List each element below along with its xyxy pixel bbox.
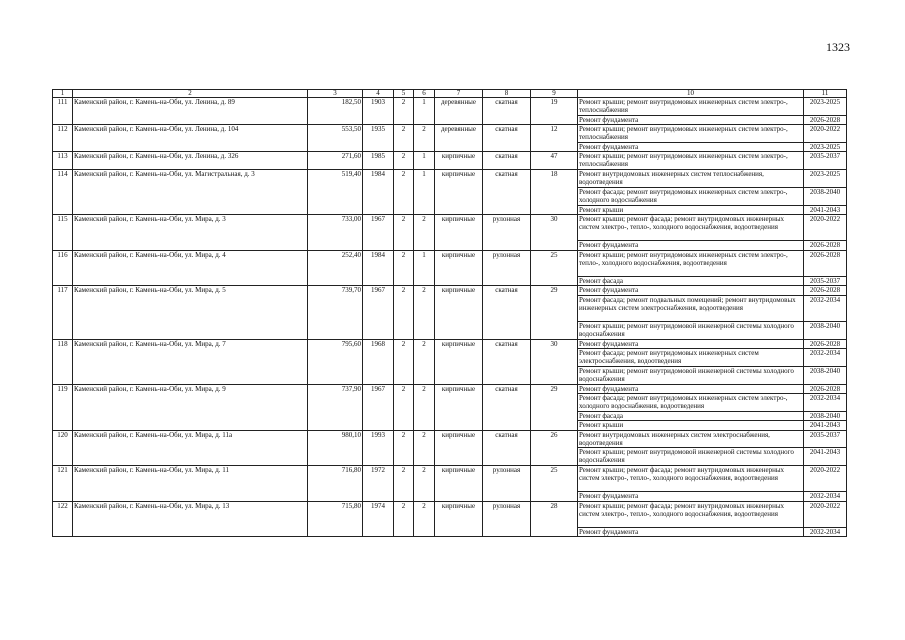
column-header: 5: [394, 90, 414, 98]
table-row: [53, 250, 847, 276]
repair-work-description: Ремонт крыши; ремонт внутридомовой инженерной системы холодного водоснабжения: [578, 366, 804, 384]
apartment-count: 28: [531, 501, 578, 537]
repair-work-description: Ремонт фундамента: [578, 115, 804, 124]
building-area: 739,70: [308, 286, 363, 339]
repair-period: 2023-2025: [804, 170, 847, 188]
building-year: 1972: [363, 466, 394, 502]
apartment-count: 26: [531, 430, 578, 466]
building-number: 111: [53, 98, 73, 125]
building-address: Каменский район, г. Камень-на-Оби, ул. Магистральная, д. 3: [73, 170, 308, 215]
building-entrances: 1: [414, 250, 435, 286]
repair-period: 2038-2040: [804, 187, 847, 205]
table-row: [53, 215, 847, 241]
table-row: [53, 384, 847, 393]
building-year: 1985: [363, 152, 394, 170]
building-area: 715,80: [308, 501, 363, 537]
repair-period: 2026-2028: [804, 115, 847, 124]
wall-material: кирпичные: [435, 430, 483, 466]
apartment-count: 30: [531, 215, 578, 251]
building-area: 716,80: [308, 466, 363, 502]
building-floors: 2: [394, 170, 414, 215]
repair-work-description: Ремонт фундамента: [578, 492, 804, 501]
repair-work-description: Ремонт крыши; ремонт внутридомовых инженерных систем электро-, теплоснабжения: [578, 98, 804, 116]
roof-type: рулонная: [483, 501, 531, 537]
repair-work-description: Ремонт фундамента: [578, 142, 804, 151]
building-address: Каменский район, г. Камень-на-Оби, ул. Ленина, д. 326: [73, 152, 308, 170]
table-row: [53, 339, 847, 348]
repair-work-description: Ремонт крыши; ремонт внутридомовой инженерной системы холодного водоснабжения: [578, 448, 804, 466]
apartment-count: 29: [531, 384, 578, 430]
wall-material: кирпичные: [435, 339, 483, 384]
repair-work-description: Ремонт внутридомовых инженерных систем электроснабжения, водоотведения: [578, 430, 804, 448]
building-floors: 2: [394, 286, 414, 339]
wall-material: кирпичные: [435, 286, 483, 339]
roof-type: скатная: [483, 152, 531, 170]
building-entrances: 1: [414, 98, 435, 125]
building-area: 795,60: [308, 339, 363, 384]
repair-period: 2026-2028: [804, 384, 847, 393]
repair-period: 2023-2025: [804, 142, 847, 151]
roof-type: рулонная: [483, 215, 531, 251]
building-number: 115: [53, 215, 73, 251]
table-row: [53, 466, 847, 492]
building-entrances: 2: [414, 286, 435, 339]
building-address: Каменский район, г. Камень-на-Оби, ул. Мира, д. 11а: [73, 430, 308, 466]
repair-work-description: Ремонт крыши; ремонт внутридомовых инженерных систем электро-, тепло-, холодного водоснабжения, водоотведения: [578, 250, 804, 276]
wall-material: кирпичные: [435, 250, 483, 286]
repair-work-description: Ремонт фасада: [578, 276, 804, 285]
building-area: 519,40: [308, 170, 363, 215]
repair-work-description: Ремонт внутридомовых инженерных систем теплоснабжения, водоотведения: [578, 170, 804, 188]
building-floors: 2: [394, 430, 414, 466]
apartment-count: 29: [531, 286, 578, 339]
building-number: 122: [53, 501, 73, 537]
building-area: 733,00: [308, 215, 363, 251]
repair-period: 2035-2037: [804, 276, 847, 285]
apartment-count: 19: [531, 98, 578, 125]
building-number: 117: [53, 286, 73, 339]
apartment-count: 47: [531, 152, 578, 170]
building-year: 1984: [363, 170, 394, 215]
repair-period: 2041-2043: [804, 448, 847, 466]
building-year: 1967: [363, 286, 394, 339]
column-header: 4: [363, 90, 394, 98]
repair-period: 2035-2037: [804, 152, 847, 170]
repair-period: 2020-2022: [804, 215, 847, 241]
repair-period: 2032-2034: [804, 492, 847, 501]
repair-period: 2038-2040: [804, 366, 847, 384]
table-row: [53, 152, 847, 170]
repair-period: 2038-2040: [804, 411, 847, 420]
apartment-count: 30: [531, 339, 578, 384]
building-floors: 2: [394, 250, 414, 286]
column-header: 2: [73, 90, 308, 98]
table-row: [53, 125, 847, 143]
apartment-count: 25: [531, 250, 578, 286]
building-entrances: 2: [414, 125, 435, 152]
repair-period: 2026-2028: [804, 250, 847, 276]
wall-material: кирпичные: [435, 501, 483, 537]
page-number: 1323: [826, 40, 850, 54]
building-year: 1984: [363, 250, 394, 286]
repair-work-description: Ремонт фасада; ремонт внутридомовых инженерных систем электро-, холодного водоснабжения, водоотведения: [578, 394, 804, 412]
repair-work-description: Ремонт фасада; ремонт внутридомовых инженерных систем электро-, холодного водоснабжения: [578, 187, 804, 205]
apartment-count: 25: [531, 466, 578, 502]
repair-work-description: Ремонт крыши; ремонт фасада; ремонт внутридомовых инженерных систем электро-, тепло-, холодного водоснабжения, водоотведения: [578, 215, 804, 241]
repair-work-description: Ремонт крыши; ремонт внутридомовых инженерных систем электро-, теплоснабжения: [578, 125, 804, 143]
building-floors: 2: [394, 501, 414, 537]
building-floors: 2: [394, 98, 414, 125]
repair-period: 2032-2034: [804, 394, 847, 412]
building-number: 118: [53, 339, 73, 384]
building-year: 1968: [363, 339, 394, 384]
table-row: [53, 501, 847, 527]
building-area: 252,40: [308, 250, 363, 286]
column-header: 3: [308, 90, 363, 98]
repair-period: 2041-2043: [804, 421, 847, 430]
wall-material: кирпичные: [435, 152, 483, 170]
repair-period: 2023-2025: [804, 98, 847, 116]
repair-period: 2026-2028: [804, 241, 847, 250]
table-row: [53, 430, 847, 448]
wall-material: деревянные: [435, 98, 483, 125]
roof-type: рулонная: [483, 250, 531, 286]
roof-type: рулонная: [483, 466, 531, 502]
repair-work-description: Ремонт крыши; ремонт внутридомовых инженерных систем электро-, теплоснабжения: [578, 152, 804, 170]
building-address: Каменский район, г. Камень-на-Оби, ул. Мира, д. 4: [73, 250, 308, 286]
repair-work-description: Ремонт крыши; ремонт фасада; ремонт внутридомовых инженерных систем электро-, тепло-, холодного водоснабжения, водоотведения: [578, 501, 804, 527]
building-number: 112: [53, 125, 73, 152]
building-number: 114: [53, 170, 73, 215]
building-floors: 2: [394, 339, 414, 384]
repair-period: 2032-2034: [804, 528, 847, 537]
column-header: 11: [804, 90, 847, 98]
column-header: 10: [578, 90, 804, 98]
repair-work-description: Ремонт крыши; ремонт внутридомовой инженерной системы холодного водоснабжения: [578, 321, 804, 339]
building-floors: 2: [394, 125, 414, 152]
building-year: 1935: [363, 125, 394, 152]
building-address: Каменский район, г. Камень-на-Оби, ул. Ленина, д. 89: [73, 98, 308, 125]
table-row: [53, 286, 847, 295]
building-number: 119: [53, 384, 73, 430]
repair-register-table: [52, 89, 847, 537]
building-address: Каменский район, г. Камень-на-Оби, ул. Мира, д. 5: [73, 286, 308, 339]
repair-period: 2020-2022: [804, 466, 847, 492]
building-number: 113: [53, 152, 73, 170]
table-row: [53, 170, 847, 188]
apartment-count: 18: [531, 170, 578, 215]
repair-work-description: Ремонт крыши; ремонт фасада; ремонт внутридомовых инженерных систем электро-, тепло-, холодного водоснабжения, водоотведения: [578, 466, 804, 492]
building-address: Каменский район, г. Камень-на-Оби, ул. Мира, д. 7: [73, 339, 308, 384]
building-floors: 2: [394, 215, 414, 251]
column-header: 6: [414, 90, 435, 98]
wall-material: кирпичные: [435, 170, 483, 215]
building-entrances: 1: [414, 170, 435, 215]
repair-period: 2026-2028: [804, 339, 847, 348]
apartment-count: 12: [531, 125, 578, 152]
building-year: 1967: [363, 384, 394, 430]
roof-type: скатная: [483, 170, 531, 215]
wall-material: кирпичные: [435, 466, 483, 502]
repair-period: 2032-2034: [804, 349, 847, 367]
building-entrances: 2: [414, 430, 435, 466]
repair-work-description: Ремонт фундамента: [578, 528, 804, 537]
building-address: Каменский район, г. Камень-на-Оби, ул. Ленина, д. 104: [73, 125, 308, 152]
building-address: Каменский район, г. Камень-на-Оби, ул. Мира, д. 3: [73, 215, 308, 251]
register-body: [53, 90, 847, 537]
table-row: [53, 98, 847, 116]
building-year: 1967: [363, 215, 394, 251]
column-header: 1: [53, 90, 73, 98]
repair-work-description: Ремонт фасада: [578, 411, 804, 420]
building-year: 1974: [363, 501, 394, 537]
building-area: 737,90: [308, 384, 363, 430]
roof-type: скатная: [483, 339, 531, 384]
column-header: 8: [483, 90, 531, 98]
building-area: 980,10: [308, 430, 363, 466]
repair-period: 2020-2022: [804, 501, 847, 527]
repair-work-description: Ремонт фасада; ремонт подвальных помещений; ремонт внутридомовых инженерных систем электроснабжения, водоотведения: [578, 295, 804, 321]
building-number: 120: [53, 430, 73, 466]
building-entrances: 2: [414, 215, 435, 251]
repair-work-description: Ремонт крыши: [578, 205, 804, 214]
repair-period: 2041-2043: [804, 205, 847, 214]
repair-work-description: Ремонт крыши: [578, 421, 804, 430]
repair-period: 2020-2022: [804, 125, 847, 143]
wall-material: кирпичные: [435, 215, 483, 251]
building-number: 121: [53, 466, 73, 502]
column-header: 7: [435, 90, 483, 98]
building-area: 271,60: [308, 152, 363, 170]
building-entrances: 2: [414, 339, 435, 384]
repair-period: 2026-2028: [804, 286, 847, 295]
building-floors: 2: [394, 152, 414, 170]
wall-material: деревянные: [435, 125, 483, 152]
building-year: 1993: [363, 430, 394, 466]
building-number: 116: [53, 250, 73, 286]
repair-work-description: Ремонт фундамента: [578, 384, 804, 393]
roof-type: скатная: [483, 98, 531, 125]
building-floors: 2: [394, 466, 414, 502]
building-year: 1903: [363, 98, 394, 125]
roof-type: скатная: [483, 430, 531, 466]
repair-work-description: Ремонт фундамента: [578, 241, 804, 250]
building-entrances: 2: [414, 501, 435, 537]
roof-type: скатная: [483, 125, 531, 152]
wall-material: кирпичные: [435, 384, 483, 430]
building-floors: 2: [394, 384, 414, 430]
building-address: Каменский район, г. Камень-на-Оби, ул. Мира, д. 13: [73, 501, 308, 537]
repair-period: 2035-2037: [804, 430, 847, 448]
building-area: 182,50: [308, 98, 363, 125]
repair-work-description: Ремонт фундамента: [578, 286, 804, 295]
column-header: 9: [531, 90, 578, 98]
building-entrances: 2: [414, 466, 435, 502]
building-area: 553,50: [308, 125, 363, 152]
repair-period: 2038-2040: [804, 321, 847, 339]
repair-work-description: Ремонт фасада; ремонт внутридомовых инженерных систем электроснабжения, водоотведения: [578, 349, 804, 367]
building-entrances: 1: [414, 152, 435, 170]
building-address: Каменский район, г. Камень-на-Оби, ул. Мира, д. 9: [73, 384, 308, 430]
roof-type: скатная: [483, 286, 531, 339]
column-number-row: [53, 90, 847, 98]
repair-period: 2032-2034: [804, 295, 847, 321]
repair-work-description: Ремонт фундамента: [578, 339, 804, 348]
building-entrances: 2: [414, 384, 435, 430]
roof-type: скатная: [483, 384, 531, 430]
building-address: Каменский район, г. Камень-на-Оби, ул. Мира, д. 11: [73, 466, 308, 502]
